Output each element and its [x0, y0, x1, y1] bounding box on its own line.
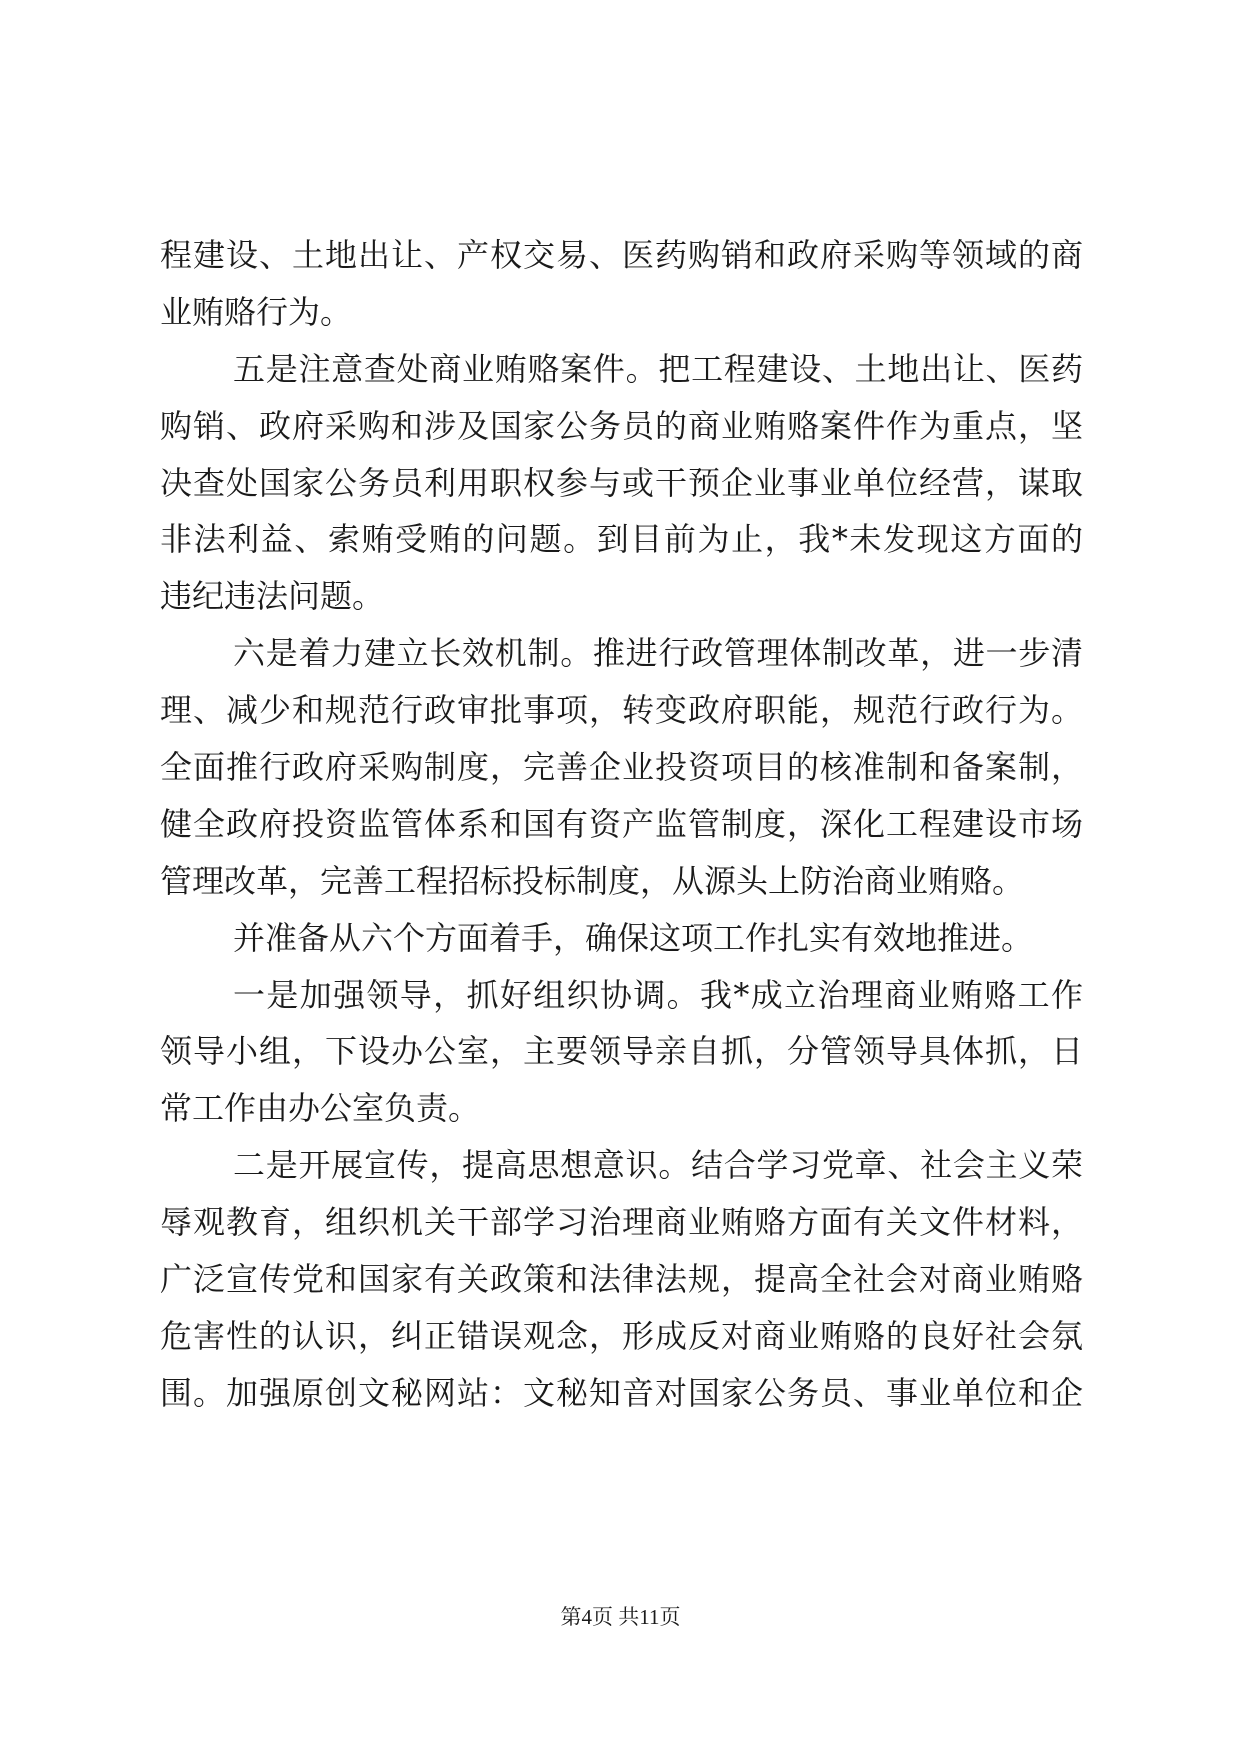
- text-line: 全面推行政府采购制度，完善企业投资项目的核准制和备案制，: [160, 748, 1083, 787]
- text-line: 危害性的认识，纠正错误观念，形成反对商业贿赂的良好社会氛: [160, 1316, 1083, 1355]
- text-line: 购销、政府采购和涉及国家公务员的商业贿赂案件作为重点，坚: [160, 406, 1083, 445]
- text-line: 理、减少和规范行政审批事项，转变政府职能，规范行政行为。: [160, 691, 1083, 730]
- text-line: 健全政府投资监管体系和国有资产监管制度，深化工程建设市场: [160, 804, 1083, 843]
- text-line: 程建设、土地出让、产权交易、医药购销和政府采购等领域的商: [160, 236, 1083, 274]
- text-line: 二是开展宣传，提高思想意识。结合学习党章、社会主义荣: [233, 1146, 1083, 1185]
- text-line: 决查处国家公务员利用职权参与或干预企业事业单位经营，谋取: [160, 463, 1083, 502]
- text-line: 违纪违法问题。: [160, 577, 385, 616]
- text-line: 常工作由办公室负责。: [160, 1089, 481, 1128]
- text-line: 管理改革，完善工程招标投标制度，从源头上防治商业贿赂。: [160, 861, 1025, 900]
- text-line: 六是着力建立长效机制。推进行政管理体制改革，进一步清: [233, 634, 1083, 673]
- text-line: 五是注意查处商业贿赂案件。把工程建设、土地出让、医药: [233, 349, 1083, 388]
- text-line: 非法利益、索贿受贿的问题。到目前为止，我*未发现这方面的: [160, 520, 1083, 559]
- page-number-footer: 第4页 共11页: [560, 1605, 681, 1629]
- text-line: 一是加强领导，抓好组织协调。我*成立治理商业贿赂工作: [233, 975, 1083, 1014]
- text-line: 辱观教育，组织机关干部学习治理商业贿赂方面有关文件材料，: [160, 1203, 1083, 1242]
- text-line: 围。加强原创文秘网站：文秘知音对国家公务员、事业单位和企: [160, 1373, 1083, 1412]
- text-line: 业贿赂行为。: [160, 292, 353, 331]
- text-line: 广泛宣传党和国家有关政策和法律法规，提高全社会对商业贿赂: [160, 1260, 1083, 1299]
- text-line: 并准备从六个方面着手，确保这项工作扎实有效地推进。: [233, 918, 1034, 957]
- body-text: [160, 227, 1083, 1422]
- text-line: 领导小组，下设办公室，主要领导亲自抓，分管领导具体抓，日: [160, 1032, 1083, 1071]
